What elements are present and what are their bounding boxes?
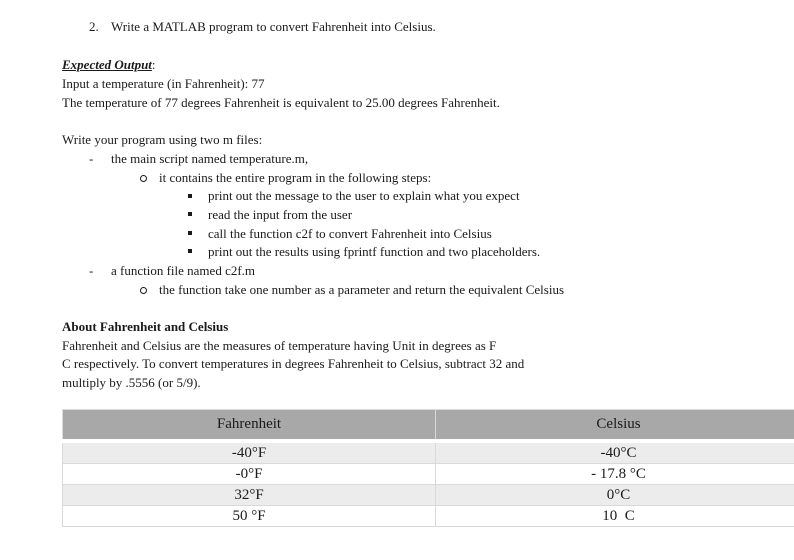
celsius-cell: 10 C bbox=[436, 506, 794, 527]
question-number: 2. bbox=[89, 19, 99, 34]
fahrenheit-cell: -40°F bbox=[63, 441, 436, 464]
expected-output-colon: : bbox=[151, 57, 156, 72]
table-row bbox=[63, 485, 794, 506]
expected-output-heading: Expected Output bbox=[62, 57, 152, 72]
table-row bbox=[63, 464, 794, 485]
step-item: read the input from the user bbox=[208, 207, 353, 222]
circle-bullet-icon bbox=[140, 287, 147, 294]
about-heading: About Fahrenheit and Celsius bbox=[62, 319, 229, 334]
fahrenheit-cell: 50 °F bbox=[63, 506, 436, 527]
about-line-2: C respectively. To convert temperatures in degrees Fahrenheit to Celsius, subtract 32 and bbox=[62, 356, 525, 371]
fahrenheit-cell: 32°F bbox=[63, 485, 436, 506]
square-bullet-icon bbox=[188, 194, 192, 198]
fahrenheit-cell: -0°F bbox=[63, 464, 436, 485]
circle-bullet-icon bbox=[140, 175, 147, 182]
step-item: call the function c2f to convert Fahrenheit into Celsius bbox=[208, 226, 492, 241]
header-fahrenheit: Fahrenheit bbox=[63, 410, 436, 442]
table-row bbox=[63, 441, 794, 464]
file1-sub-description: it contains the entire program in the following steps: bbox=[159, 170, 432, 185]
expected-output-block bbox=[62, 57, 156, 73]
celsius-cell: -40°C bbox=[436, 441, 794, 464]
file2-sub-description: the function take one number as a parameter and return the equivalent Celsius bbox=[159, 282, 565, 297]
conversion-table bbox=[62, 409, 794, 527]
table-header-row bbox=[63, 410, 794, 442]
celsius-cell: - 17.8 °C bbox=[436, 464, 794, 485]
dash-marker: - bbox=[89, 263, 94, 278]
about-line-3: multiply by .5556 (or 5/9). bbox=[62, 375, 201, 390]
square-bullet-icon bbox=[188, 212, 192, 216]
instructions-intro: Write your program using two m files: bbox=[62, 132, 263, 147]
square-bullet-icon bbox=[188, 249, 192, 253]
about-line-1: Fahrenheit and Celsius are the measures of temperature having Unit in degrees as F bbox=[62, 338, 497, 353]
celsius-cell: 0°C bbox=[436, 485, 794, 506]
question-text: Write a MATLAB program to convert Fahrenheit into Celsius. bbox=[111, 19, 436, 34]
step-item: print out the results using fprintf function and two placeholders. bbox=[208, 244, 541, 259]
table-row bbox=[63, 506, 794, 527]
step-item: print out the message to the user to explain what you expect bbox=[208, 188, 520, 203]
expected-line-2: The temperature of 77 degrees Fahrenheit is equivalent to 25.00 degrees Fahrenheit. bbox=[62, 95, 500, 110]
file2-description: a function file named c2f.m bbox=[111, 263, 256, 278]
expected-line-1: Input a temperature (in Fahrenheit): 77 bbox=[62, 76, 265, 91]
file1-description: the main script named temperature.m, bbox=[111, 151, 309, 166]
header-celsius: Celsius bbox=[436, 410, 794, 442]
dash-marker: - bbox=[89, 151, 94, 166]
square-bullet-icon bbox=[188, 231, 192, 235]
